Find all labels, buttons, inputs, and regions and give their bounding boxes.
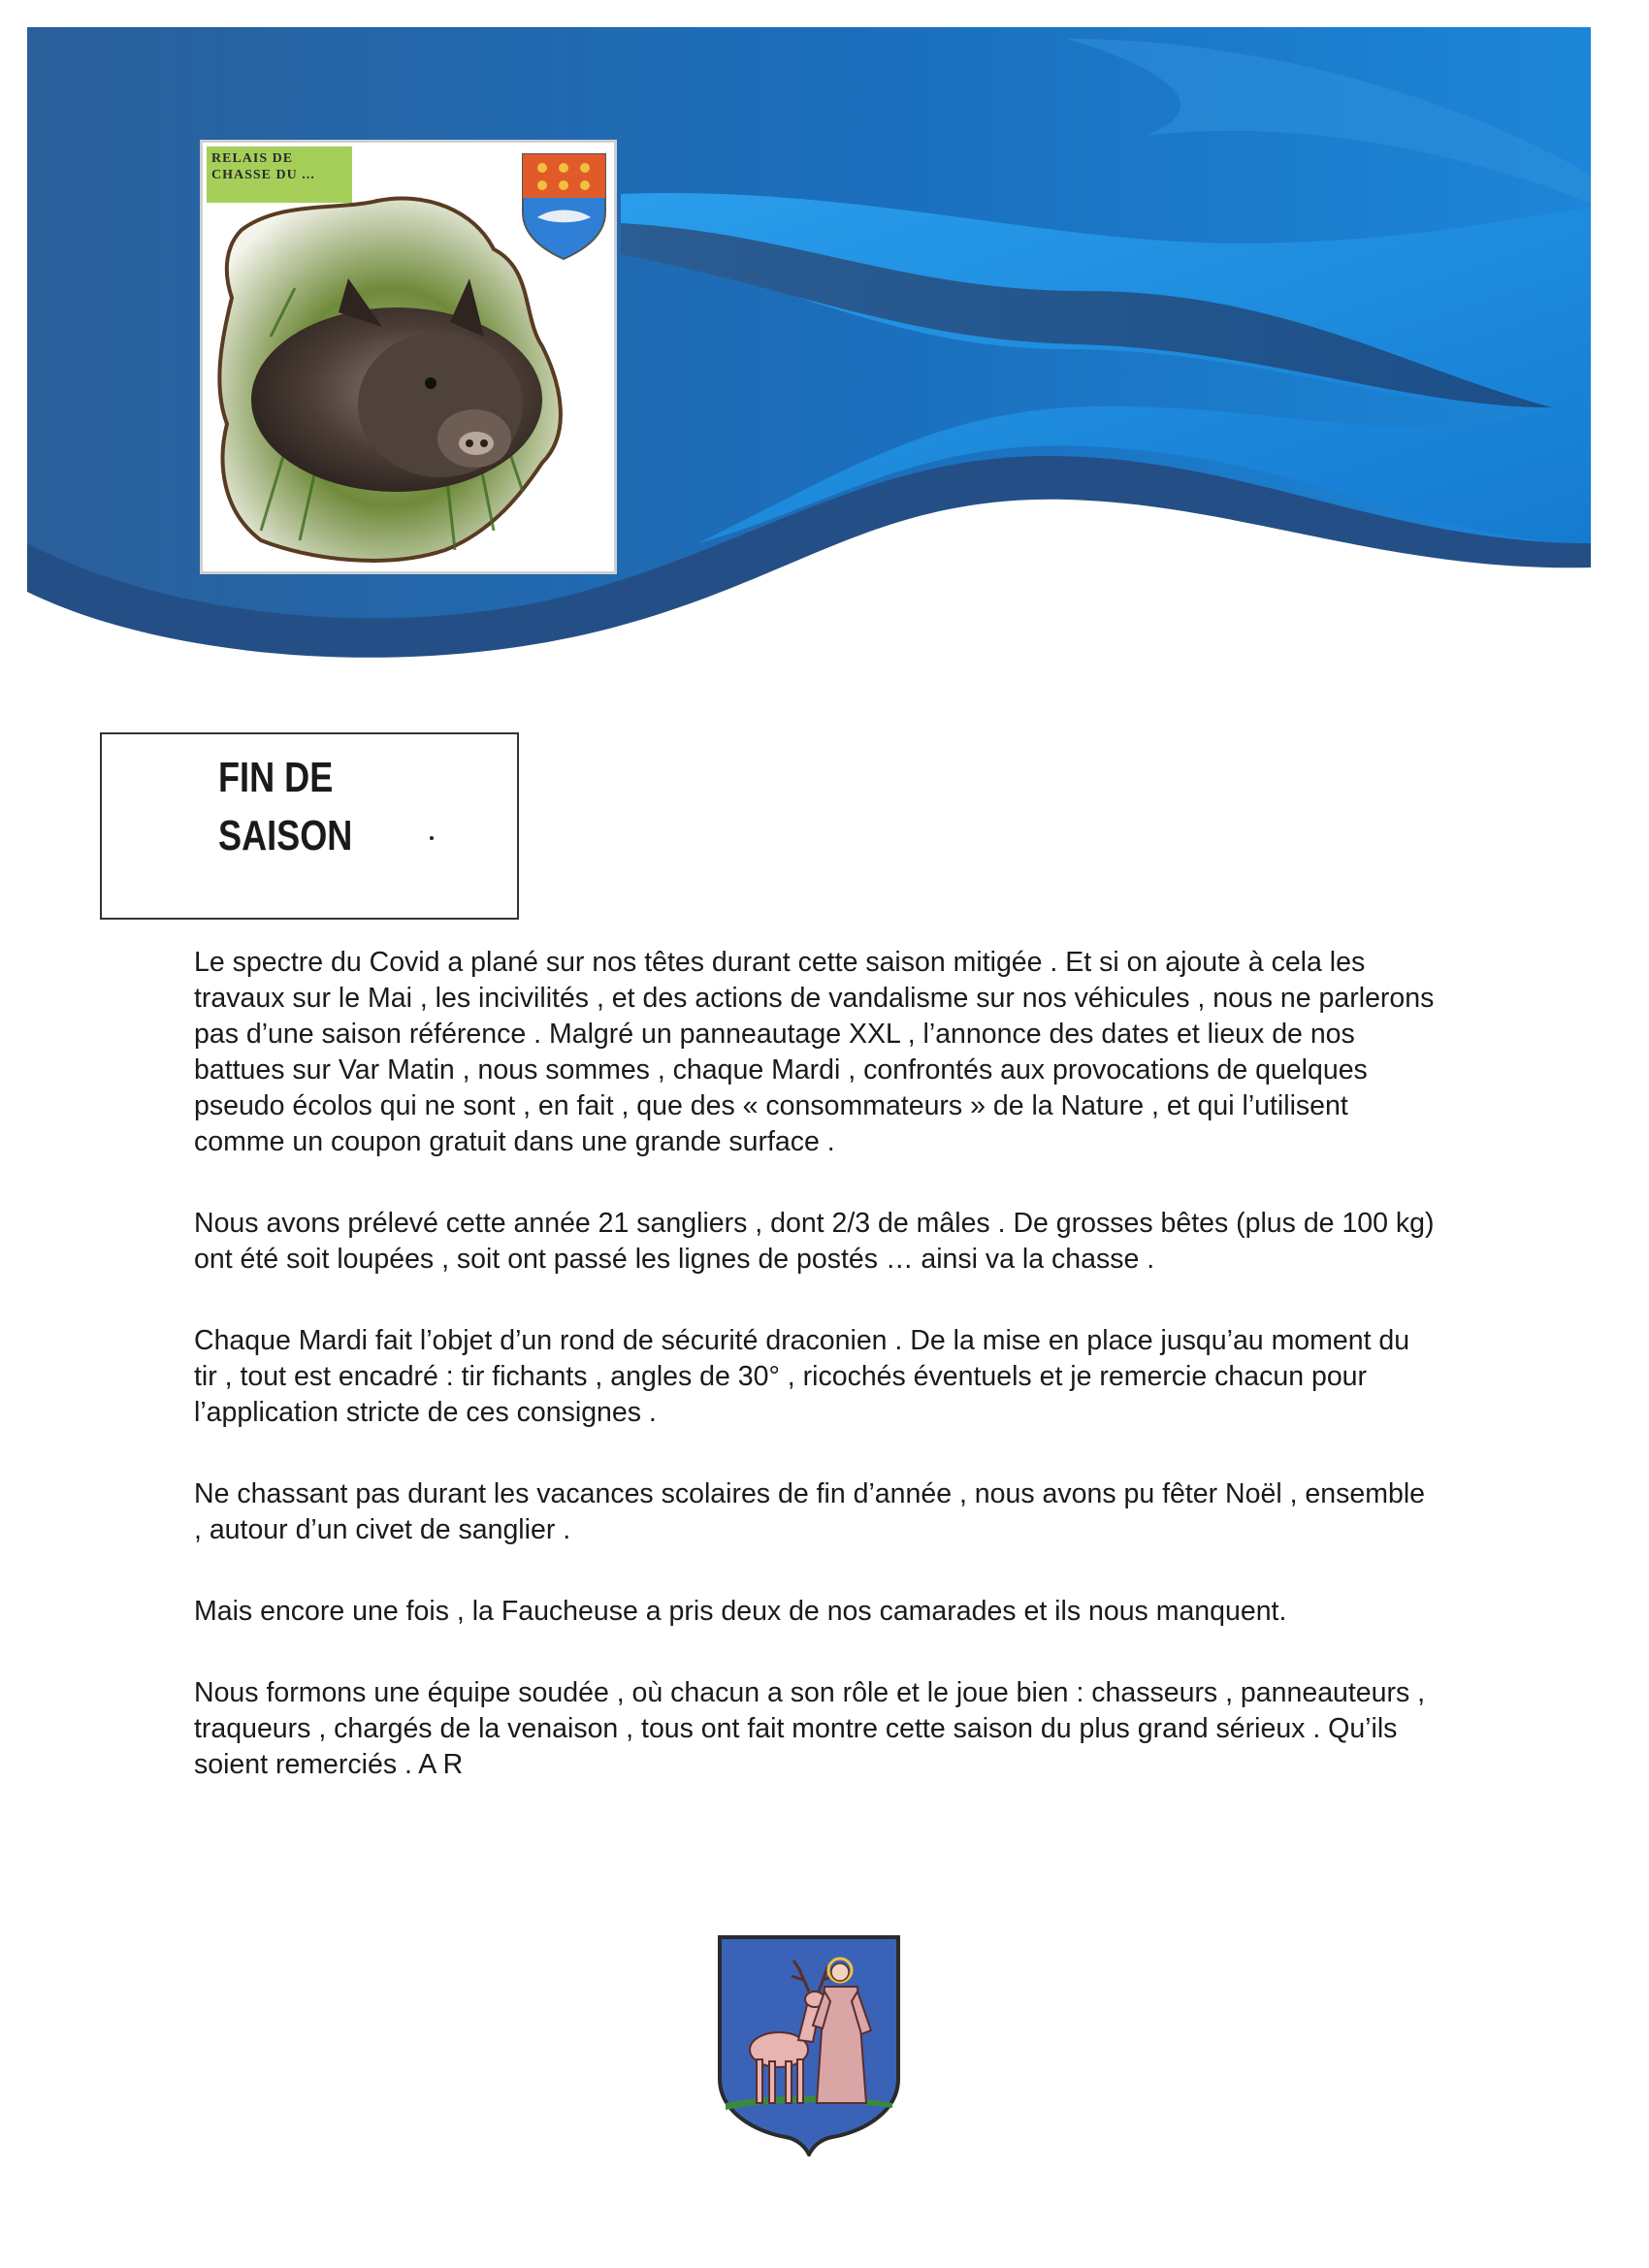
title-line-2: SAISON <box>218 812 353 859</box>
article-body <box>194 945 1436 1829</box>
club-logo-text: RELAIS DE CHASSE DU ... <box>211 151 315 182</box>
decorative-dot <box>430 836 434 840</box>
boar-image <box>203 143 617 574</box>
paragraph: Ne chassant pas durant les vacances scolaires de fin d’année , nous avons pu fêter Noël , ensemble , autour d’un civet de sanglier . <box>194 1478 1426 1545</box>
paragraph: Mais encore une fois , la Faucheuse a pris deux de nos camarades et ils nous manquent. <box>194 1596 1287 1627</box>
paragraph: Chaque Mardi fait l’objet d’un rond de sécurité draconien . De la mise en place jusqu’au moment du tir , tout est encadré : tir fichants , angles de 30° , ricochés éventuels et je remercie chacun pour l’application stricte de ces consignes . <box>194 1325 1410 1428</box>
title-line-1: FIN DE <box>218 754 334 801</box>
title-box <box>100 732 519 920</box>
coat-of-arms-icon <box>716 1933 902 2156</box>
paragraph: Nous avons prélevé cette année 21 sangliers , dont 2/3 de mâles . De grosses bêtes (plus de 100 kg) ont été soit loupées , soit ont passé les lignes de postés … ainsi va la chasse . <box>194 1208 1435 1275</box>
paragraph: Nous formons une équipe soudée , où chacun a son rôle et le joue bien : chasseurs , panneauteurs , traqueurs , chargés de la venaison , tous ont fait montre cette saison du plus grand sérieux . Qu’ils soient remerciés . A R <box>194 1677 1426 1780</box>
paragraph: Le spectre du Covid a plané sur nos têtes durant cette saison mitigée . Et si on ajoute à cela les travaux sur le Mai , les incivilités , et des actions de vandalisme sur nos véhicules , nous ne parlerons pas d’une saison référence . Malgré un panneautage XXL , l’annonce des dates et lieux de nos battues sur Var Matin , nous sommes , chaque Mardi , confrontés aux provocations de quelques pseudo écolos qui ne sont , en fait , que des « consommateurs » de la Nature , et qui l’utilisent comme un coupon gratuit dans une grande surface . <box>194 947 1435 1157</box>
club-logo <box>200 140 617 574</box>
